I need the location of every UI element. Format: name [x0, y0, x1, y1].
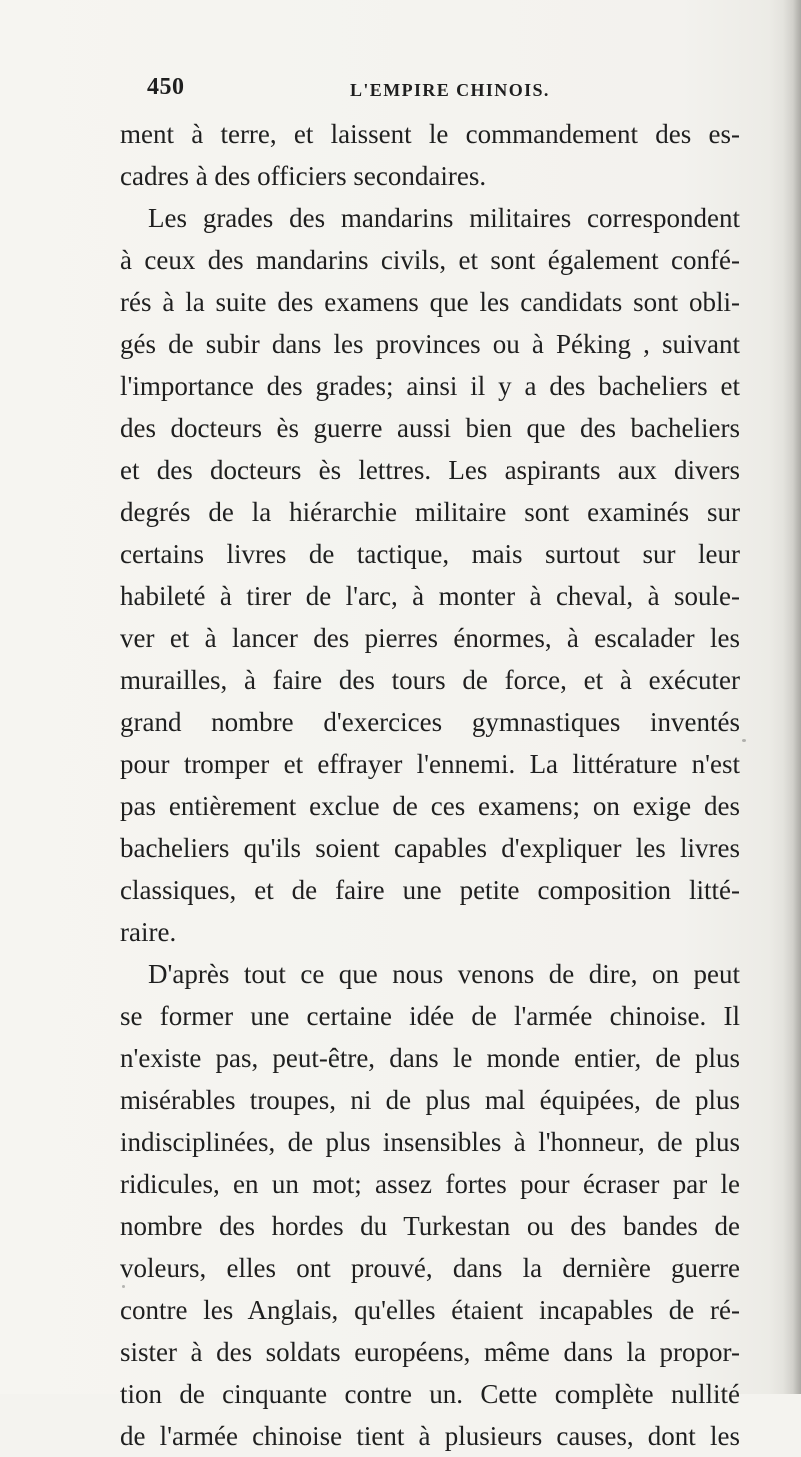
text-line: Les grades des mandarins militaires correspondent: [148, 203, 740, 233]
paper-speck: [122, 1285, 125, 1288]
running-head: L'EMPIRE CHINOIS.: [350, 80, 550, 100]
text-line: raire.: [120, 917, 177, 947]
text-line: pour tromper et effrayer l'ennemi. La littérature n'est: [120, 749, 740, 779]
text-line: contre les Anglais, qu'elles étaient incapables de ré-: [120, 1295, 740, 1325]
text-line: cadres à des officiers secondaires.: [120, 161, 487, 191]
text-line: bacheliers qu'ils soient capables d'expliquer les livres: [120, 833, 740, 863]
text-line: D'après tout ce que nous venons de dire, on peut: [148, 959, 740, 989]
text-line: de l'armée chinoise tient à plusieurs causes, dont les: [120, 1421, 740, 1451]
text-line: rés à la suite des examens que les candidats sont obli-: [120, 287, 740, 317]
text-line: grand nombre d'exercices gymnastiques inventés: [120, 707, 740, 737]
text-line: habileté à tirer de l'arc, à monter à cheval, à soule-: [120, 581, 740, 611]
text-line: se former une certaine idée de l'armée chinoise. Il: [120, 1001, 740, 1031]
text-line: ver et à lancer des pierres énormes, à escalader les: [120, 623, 740, 653]
text-line: pas entièrement exclue de ces examens; on exige des: [120, 791, 740, 821]
text-line: ment à terre, et laissent le commandement des es-: [120, 119, 740, 149]
text-line: classiques, et de faire une petite composition litté-: [120, 875, 740, 905]
text-line: misérables troupes, ni de plus mal équipées, de plus: [120, 1085, 740, 1115]
text-line: indisciplinées, de plus insensibles à l'honneur, de plus: [120, 1127, 740, 1157]
text-line: nombre des hordes du Turkestan ou des bandes de: [120, 1211, 740, 1241]
text-line: n'existe pas, peut-être, dans le monde entier, de plus: [120, 1043, 740, 1073]
text-line: murailles, à faire des tours de force, et à exécuter: [120, 665, 740, 695]
paper-speck: [742, 739, 746, 742]
body-text: [120, 113, 740, 1457]
text-line: à ceux des mandarins civils, et sont également confé-: [120, 245, 740, 275]
page-edge-shadow: [783, 0, 801, 1394]
text-line: ridicules, en un mot; assez fortes pour écraser par le: [120, 1169, 740, 1199]
text-line: l'importance des grades; ainsi il y a des bacheliers et: [120, 371, 740, 401]
text-line: et des docteurs ès lettres. Les aspirants aux divers: [120, 455, 740, 485]
text-line: certains livres de tactique, mais surtout sur leur: [120, 539, 740, 569]
text-line: des docteurs ès guerre aussi bien que des bacheliers: [120, 413, 740, 443]
text-line: sister à des soldats européens, même dans la propor-: [120, 1337, 740, 1367]
page-header: [147, 74, 737, 108]
text-line: degrés de la hiérarchie militaire sont examinés sur: [120, 497, 740, 527]
text-line: gés de subir dans les provinces ou à Péking , suivant: [120, 329, 740, 359]
text-line: voleurs, elles ont prouvé, dans la dernière guerre: [120, 1253, 740, 1283]
text-line: tion de cinquante contre un. Cette complète nullité: [120, 1379, 740, 1409]
page-number: 450: [147, 74, 185, 100]
